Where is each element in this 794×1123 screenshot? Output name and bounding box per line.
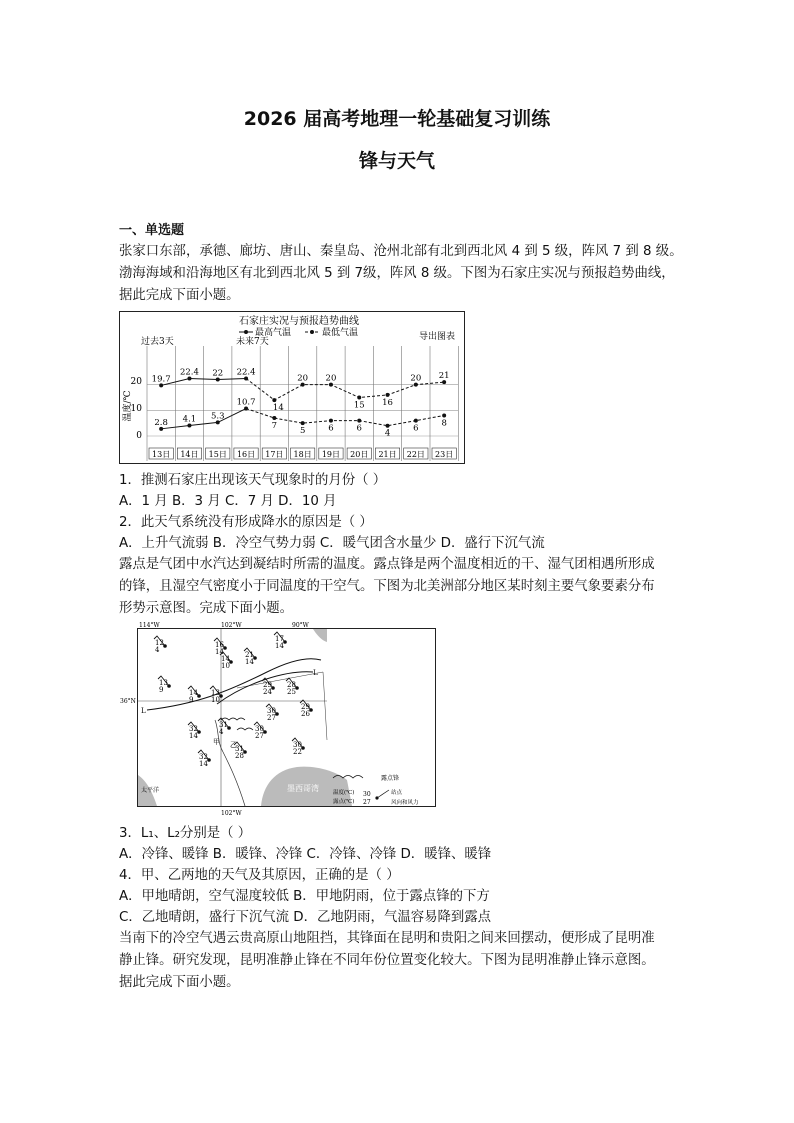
- data-label: 6: [413, 423, 419, 434]
- station-temp: 13: [211, 689, 220, 697]
- data-point: [442, 413, 446, 417]
- data-label: 5: [299, 426, 306, 437]
- data-point: [357, 419, 361, 423]
- data-point: [357, 396, 361, 400]
- data-point: [386, 393, 390, 397]
- x-tick-label: 17日: [265, 450, 284, 459]
- station-temp: 31: [219, 721, 228, 729]
- question-4-stem: 4．甲、乙两地的天气及其原因，正确的是（ ）: [119, 868, 400, 883]
- station-dewpoint: 14: [189, 732, 198, 740]
- station-dewpoint: 27: [255, 732, 264, 740]
- location-jia: 甲: [213, 738, 220, 746]
- y-tick: 10: [130, 404, 142, 414]
- question-1-stem: 1．推测石家庄出现该天气现象时的月份（ ）: [119, 473, 387, 488]
- gulf-label: 墨西哥湾: [287, 784, 319, 793]
- data-label: 4: [384, 428, 391, 439]
- x-tick-label: 20日: [350, 450, 369, 459]
- station-temp: 16: [215, 641, 224, 649]
- legend-front-label: 露点锋: [381, 775, 400, 782]
- station-temp: 29: [263, 681, 272, 689]
- legend-sample-dew: 27: [363, 799, 371, 806]
- export-chart-label: 导出图表: [419, 332, 456, 342]
- data-label: 10.7: [236, 397, 256, 408]
- lon-label: 102°W: [221, 622, 242, 629]
- station-dewpoint: 25: [287, 688, 296, 696]
- page-title: 2026 届高考地理一轮基础复习训练: [243, 108, 551, 130]
- station-dewpoint: 26: [301, 710, 310, 718]
- chart-title: 石家庄实况与预报趋势曲线: [239, 316, 359, 327]
- station-dewpoint: 14: [275, 642, 284, 650]
- station-dewpoint: 4: [219, 728, 224, 736]
- legend-max-label: 最高气温: [255, 328, 292, 338]
- question-3-options: A．冷锋、暖锋 B．暖锋、冷锋 C．冷锋、冷锋 D．暖锋、暖锋: [119, 847, 492, 862]
- question-3-stem: 3．L₁、L₂分别是（ ）: [119, 826, 252, 841]
- lon-label: 102°W: [221, 810, 242, 817]
- data-label: 19.7: [151, 374, 171, 385]
- data-point: [272, 398, 276, 402]
- data-point: [272, 416, 276, 420]
- data-label: 2.8: [154, 417, 168, 428]
- lat-label: 36°N: [120, 698, 136, 705]
- dewpoint-front-map: [120, 620, 437, 817]
- data-point: [301, 421, 305, 425]
- station-temp: 12: [155, 639, 164, 647]
- legend-dew-label: 露点(℃): [333, 799, 355, 805]
- station-temp: 28: [287, 681, 296, 689]
- station-temp: 14: [189, 689, 198, 697]
- question-1-options: A．1 月 B．3 月 C．7 月 D．10 月: [119, 494, 337, 509]
- future-days-label: 未来7天: [236, 337, 269, 347]
- lon-label: 114°W: [139, 622, 160, 629]
- data-label: 8: [441, 418, 447, 429]
- material2-line: 的锋，且湿空气密度小于同温度的干空气。下图为北美洲部分地区某时刻主要气象要素分布: [119, 579, 655, 594]
- location-yi: 乙: [230, 741, 237, 749]
- legend-temp-label: 温度(℃): [333, 790, 355, 796]
- x-tick-label: 13日: [152, 450, 171, 459]
- data-label: 22: [212, 368, 224, 379]
- x-tick-label: 21日: [378, 450, 397, 459]
- station-temp: 17: [275, 635, 284, 643]
- data-label: 20: [297, 373, 309, 384]
- front-l1-label: L: [141, 707, 146, 715]
- station-temp: 30: [293, 741, 302, 749]
- y-tick: 0: [136, 431, 142, 441]
- station-temp: 30: [255, 725, 264, 733]
- page-subtitle: 锋与天气: [358, 150, 435, 172]
- station-dewpoint: 10: [221, 662, 230, 670]
- station-dewpoint: 9: [189, 696, 194, 704]
- station-temp: 29: [301, 703, 310, 711]
- station-temp: 14: [221, 655, 230, 663]
- material3-line: 静止锋。研究发现，昆明准静止锋在不同年份位置变化较大。下图为昆明准静止锋示意图。: [119, 953, 655, 968]
- station-dewpoint: 10: [211, 696, 220, 704]
- material1-line: 渤海海域和沿海地区有北到西北风 5 到 7级，阵风 8 级。下图为石家庄实况与预报趋势曲线，: [119, 266, 675, 281]
- section-label: 一、单选题: [119, 223, 185, 238]
- station-dewpoint: 22: [293, 748, 302, 756]
- material3-line: 据此完成下面小题。: [119, 975, 240, 990]
- legend-station-label: 站点: [391, 790, 403, 796]
- station-dewpoint: 4: [155, 646, 160, 654]
- question-4-options: C．乙地晴朗，盛行下沉气流 D．乙地阴雨，气温容易降到露点: [119, 910, 492, 925]
- data-label: 20: [410, 373, 422, 384]
- y-axis-label: 温度/℃: [123, 390, 133, 422]
- data-label: 15: [353, 400, 365, 411]
- material2-line: 露点是气团中水汽达到凝结时所需的温度。露点锋是两个温度相近的干、湿气团相遇所形成: [119, 557, 655, 572]
- data-label: 20: [325, 373, 337, 384]
- data-point: [386, 424, 390, 428]
- data-label: 22.4: [236, 367, 256, 378]
- data-label: 5.3: [210, 411, 225, 422]
- station-dewpoint: 14: [215, 648, 224, 656]
- station-dewpoint: 27: [267, 714, 276, 722]
- station-dewpoint: 9: [159, 686, 164, 694]
- data-label: 7: [271, 421, 278, 432]
- data-label: 6: [356, 423, 362, 434]
- station-temp: 13: [159, 679, 168, 687]
- x-tick-label: 22日: [406, 450, 425, 459]
- data-label: 14: [272, 403, 284, 414]
- station-temp: 21: [245, 651, 254, 659]
- x-tick-label: 16日: [236, 450, 256, 459]
- data-point: [414, 419, 418, 423]
- material2-line: 形势示意图。完成下面小题。: [119, 601, 294, 616]
- material1-line: 张家口东部，承德、廊坊、唐山、秦皇岛、沧州北部有北到西北风 4 到 5 级，阵风 7 到 8 级。: [119, 244, 683, 259]
- question-2-stem: 2．此天气系统没有形成降水的原因是（ ）: [119, 515, 373, 530]
- x-tick-label: 19日: [321, 450, 341, 459]
- material3-line: 当南下的冷空气遇云贵高原山地阻挡，其锋面在昆明和贵阳之间来回摆动，便形成了昆明准: [119, 931, 655, 946]
- x-tick-label: 14日: [180, 450, 199, 459]
- station-dewpoint: 28: [235, 752, 244, 760]
- pacific-label: 太平洋: [141, 787, 160, 794]
- y-tick: 20: [130, 377, 142, 387]
- data-label: 22.4: [179, 367, 199, 378]
- lon-label: 90°W: [292, 622, 309, 629]
- material1-line: 据此完成下面小题。: [119, 288, 240, 303]
- x-tick-label: 23日: [435, 450, 454, 459]
- legend-sample-temp: 30: [363, 791, 371, 798]
- x-tick-label: 18日: [293, 450, 312, 459]
- data-label: 6: [328, 423, 334, 434]
- station-temp: 30: [267, 707, 276, 715]
- station-temp: 32: [189, 725, 198, 733]
- station-temp: 32: [199, 753, 208, 761]
- past-days-label: 过去3天: [141, 337, 174, 347]
- front-l2-label: L: [313, 669, 318, 677]
- station-dewpoint: 14: [199, 760, 208, 768]
- question-4-options: A．甲地晴朗，空气湿度较低 B．甲地阴雨，位于露点锋的下方: [119, 889, 490, 904]
- station-dewpoint: 24: [263, 688, 272, 696]
- question-2-options: A．上升气流弱 B．冷空气势力弱 C．暖气团含水量少 D．盛行下沉气流: [119, 536, 545, 551]
- legend-min-label: 最低气温: [322, 328, 359, 338]
- data-label: 4.1: [182, 414, 197, 425]
- data-label: 16: [382, 397, 393, 408]
- data-label: 21: [438, 371, 450, 382]
- x-tick-label: 15日: [208, 450, 227, 459]
- temperature-chart: [119, 311, 465, 464]
- station-temp: 31: [235, 745, 244, 753]
- station-dewpoint: 14: [245, 658, 254, 666]
- legend-wind-label: 风向和风力: [391, 800, 419, 806]
- data-point: [329, 419, 333, 423]
